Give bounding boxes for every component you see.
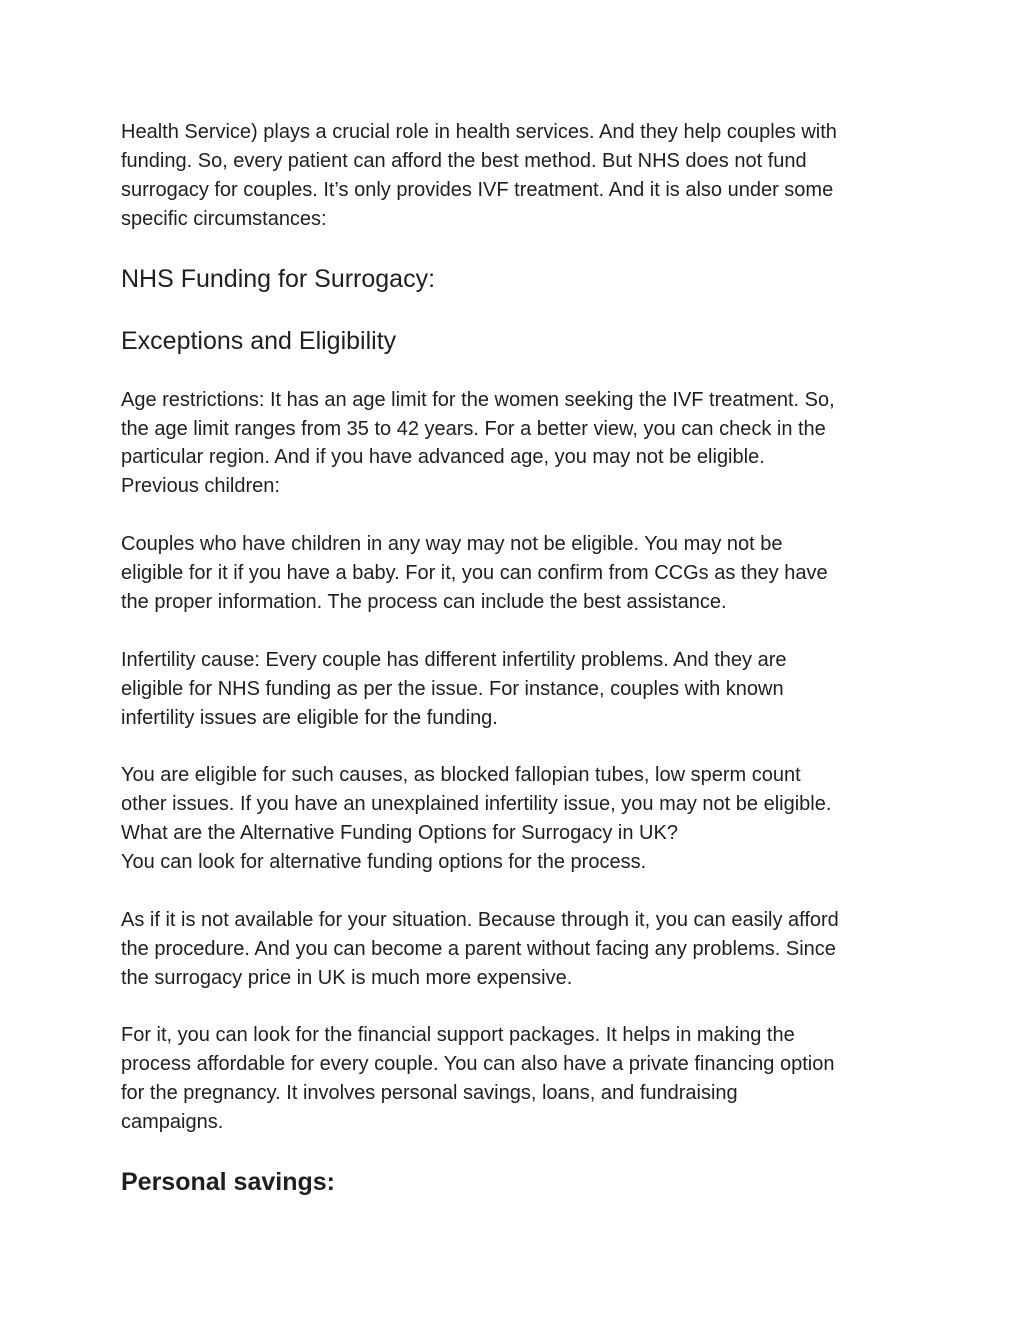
nhs-funding-heading: NHS Funding for Surrogacy: <box>121 264 436 293</box>
intro-paragraph: Health Service) plays a crucial role in health services. And they help couples with funding. So, every patient can afford the best method. But NHS does not fund surrogacy for couples. It’s only provides IVF treatment. And it is also under some specific circumstances: <box>121 121 837 230</box>
document-page <box>121 118 921 1198</box>
not-available-paragraph: As if it is not available for your situation. Because through it, you can easily afford the procedure. And you can become a parent without facing any problems. Since the surrogacy price in UK is much more expensive. <box>121 908 839 989</box>
financial-support-paragraph: For it, you can look for the financial support packages. It helps in making the process affordable for every couple. You can also have a private financing option for the pregnancy. It involves personal savings, loans, and fundraising campaigns. <box>121 1024 835 1134</box>
eligible-causes-paragraph: You are eligible for such causes, as blocked fallopian tubes, low sperm count other issues. If you have an unexplained infertility issue, you may not be eligible. What are the Alternative Funding Options for Surrogacy in UK? You can look for alternative funding options for the process. <box>121 764 832 874</box>
exceptions-eligibility-heading: Exceptions and Eligibility <box>121 326 397 355</box>
age-restrictions-paragraph: Age restrictions: It has an age limit for the women seeking the IVF treatment. So, the age limit ranges from 35 to 42 years. For a better view, you can check in the particular region. And if you have advanced age, you may not be eligible. Previous children: <box>121 388 835 498</box>
personal-savings-heading: Personal savings: <box>121 1168 335 1196</box>
infertility-cause-paragraph: Infertility cause: Every couple has different infertility problems. And they are eligible for NHS funding as per the issue. For instance, couples with known infertility issues are eligible for the funding. <box>121 648 787 729</box>
previous-children-paragraph: Couples who have children in any way may not be eligible. You may not be eligible for it if you have a baby. For it, you can confirm from CCGs as they have the proper information. The process can include the best assistance. <box>121 533 828 613</box>
